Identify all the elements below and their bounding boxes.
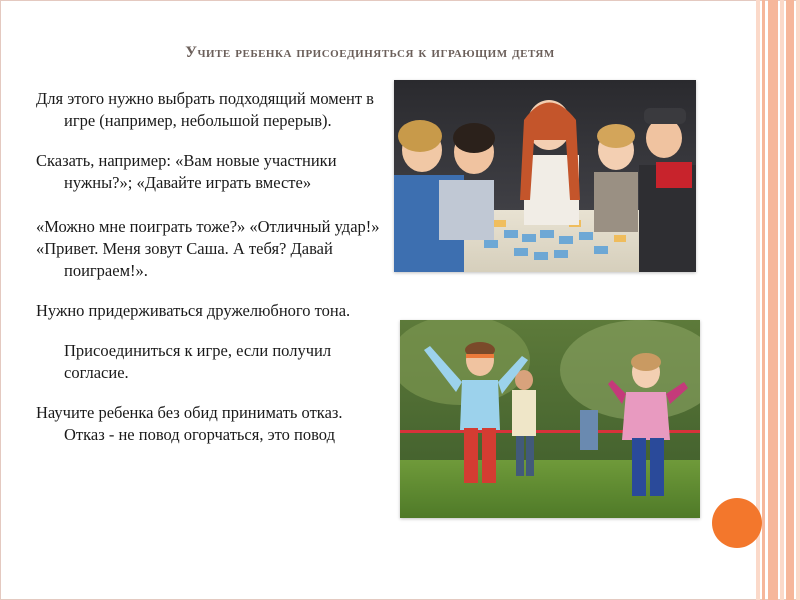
paragraph-refusal: Научите ребенка без обид принимать отказ. Отказ - не повод огорчаться, это повод [36, 403, 343, 444]
paragraph-tone: Нужно придерживаться дружелюбного тона. [36, 301, 351, 320]
paragraph-timing: Для этого нужно выбрать подходящий момент в игре (например, небольшой перерыв). [36, 89, 374, 130]
text-column [36, 88, 386, 464]
paragraph-greeting: «Привет. Меня зовут Саша. А тебя? Давай поиграем!». [36, 239, 333, 280]
children-playing-cards-photo [394, 80, 696, 272]
decorative-orange-circle [712, 498, 762, 548]
decorative-stripes [756, 0, 800, 600]
children-running-race-photo [400, 320, 700, 518]
slide-title: Учите ребенка присоединяться к играющим детям [185, 44, 555, 61]
paragraph-join: Присоединиться к игре, если получил согласие. [64, 341, 332, 382]
paragraph-phrases: Сказать, например: «Вам новые участники нужны?»; «Давайте играть вместе» [36, 151, 337, 192]
paragraph-ask: «Можно мне поиграть тоже?» «Отличный удар!» [36, 217, 380, 236]
